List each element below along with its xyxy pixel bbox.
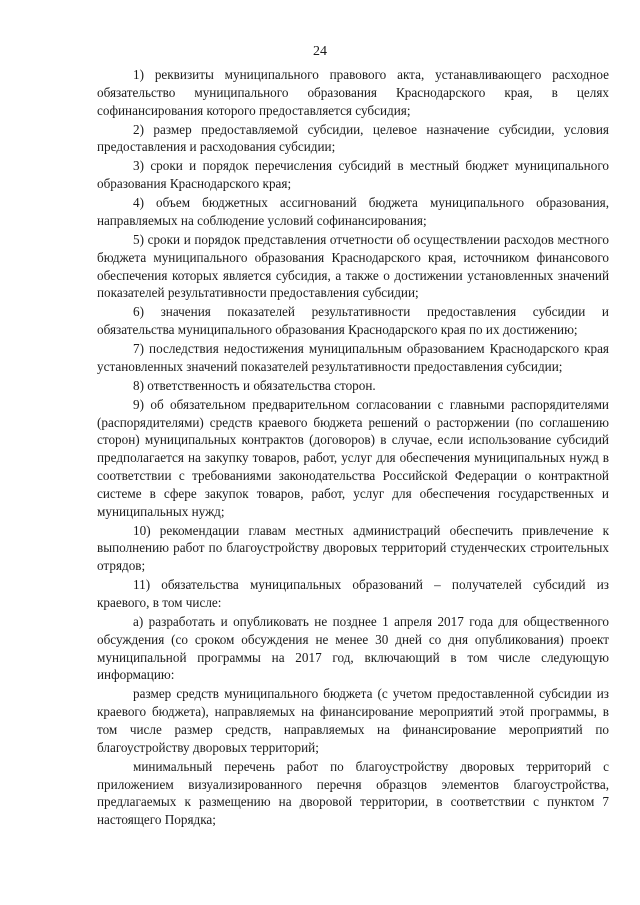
document-body (97, 66, 609, 830)
paragraph-11: 11) обязательства муниципальных образований – получателей субсидий из краевого, в том числе: (97, 577, 609, 610)
paragraph-11a-budget: размер средств муниципального бюджета (с учетом предоставленной субсидии из краевого бюджета), направляемых на финансирование мероприятий этой программы, в том числе размер средств, направляемых на финансирование мероприятий по благоустройству дворовых территорий; (97, 686, 609, 755)
paragraph-1: 1) реквизиты муниципального правового акта, устанавливающего расходное обязательство муниципального образования Краснодарского края, в целях софинансирования которого предоставляется субсидия; (97, 67, 609, 118)
paragraph-8: 8) ответственность и обязательства сторон. (133, 377, 376, 393)
paragraph-7: 7) последствия недостижения муниципальным образованием Краснодарского края установленных значений показателей результативности предоставления субсидии; (97, 341, 609, 374)
paragraph-5: 5) сроки и порядок представления отчетности об осуществлении расходов местного бюджета муниципального образования Краснодарского края, источником финансового обеспечения которых является субсидия, а также о достижении установленных значений показателей результативности предоставления субсидии; (97, 231, 609, 301)
paragraph-11a: а) разработать и опубликовать не позднее 1 апреля 2017 года для общественного обсуждения (со сроком обсуждения не менее 30 дней со дня опубликования) проект муниципальной программы на 2017 год, включающий в том числе следующую информацию: (97, 613, 609, 683)
paragraph-2: 2) размер предоставляемой субсидии, целевое назначение субсидии, условия предоставления и расходования субсидии; (97, 121, 609, 155)
page-number: 24 (313, 44, 327, 59)
paragraph-11a-works-list: минимальный перечень работ по благоустройству дворовых территорий с приложением визуализированного перечня образцов элементов благоустройства, предлагаемых к размещению на дворовой территории, в соответствии с пунктом 7 настоящего Порядка; (97, 758, 609, 828)
paragraph-3: 3) сроки и порядок перечисления субсидий в местный бюджет муниципального образования Краснодарского края; (97, 158, 609, 192)
paragraph-10: 10) рекомендации главам местных администраций обеспечить привлечение к выполнению работ по благоустройству дворовых территорий студенческих строительных отрядов; (97, 522, 609, 574)
paragraph-9: 9) об обязательном предварительном согласовании с главными распорядителями (распорядителями) средств краевого бюджета решений о расторжении (по соглашению сторон) муниципальных контрактов (договоров) в случае, если использование субсидий предполагается на закупку товаров, работ, услуг для обеспечения муниципальных нужд в соответствии с требованиями законодательства Российской Федерации о контрактной системе в сфере закупок товаров, работ, услуг для обеспечения государственных и муниципальных нужд; (97, 396, 609, 519)
paragraph-6: 6) значения показателей результативности предоставления субсидии и обязательства муниципального образования Краснодарского края по их достижению; (97, 304, 609, 338)
paragraph-4: 4) объем бюджетных ассигнований бюджета муниципального образования, направляемых на соблюдение условий софинансирования; (97, 195, 609, 228)
